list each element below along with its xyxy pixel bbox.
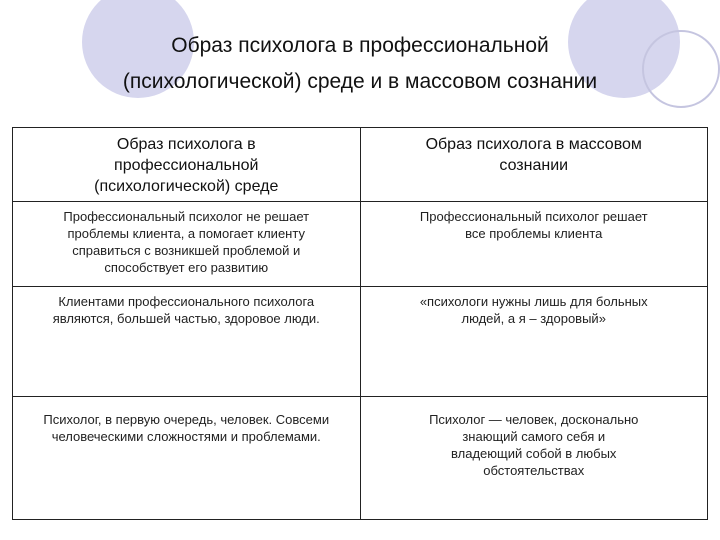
comparison-table xyxy=(12,127,708,520)
header-line: профессиональной xyxy=(114,157,259,174)
header-line: Образ психолога в массовом xyxy=(425,136,642,153)
cell-line: знающий самого себя и xyxy=(462,429,606,444)
header-line: Образ психолога в xyxy=(116,136,256,153)
table-cell-mass xyxy=(360,397,708,520)
header-mass-image xyxy=(360,128,708,202)
header-line: (психологической) среде xyxy=(94,178,279,195)
table-row xyxy=(13,287,708,397)
table-cell-professional xyxy=(13,202,361,287)
cell-line: Психолог, в первую очередь, человек. Совсеми xyxy=(43,412,330,427)
cell-line: владеющий собой в любых xyxy=(451,446,617,461)
cell-line: способствует его развитию xyxy=(104,260,269,275)
cell-line: человеческими сложностями и проблемами. xyxy=(51,429,321,444)
cell-line: все проблемы клиента xyxy=(465,226,603,241)
page-title xyxy=(30,28,690,100)
cell-line: людей, а я – здоровый» xyxy=(461,311,606,326)
cell-line: обстоятельствах xyxy=(483,463,585,478)
cell-line: проблемы клиента, а помогает клиенту xyxy=(67,226,305,241)
cell-line: справиться с возникшей проблемой и xyxy=(72,243,301,258)
table-cell-professional xyxy=(13,397,361,520)
cell-line: «психологи нужны лишь для больных xyxy=(419,294,648,309)
cell-line: Профессиональный психолог решает xyxy=(419,209,648,224)
cell-line: являются, большей частью, здоровое люди. xyxy=(52,311,320,326)
cell-line: Клиентами профессионального психолога xyxy=(58,294,315,309)
table-row xyxy=(13,202,708,287)
table-cell-professional xyxy=(13,287,361,397)
title-line-2: (психологической) среде и в массовом сознании xyxy=(122,70,598,93)
cell-line: Профессиональный психолог не решает xyxy=(63,209,310,224)
table-cell-mass xyxy=(360,287,708,397)
table-row xyxy=(13,397,708,520)
header-professional-image xyxy=(13,128,361,202)
header-line: сознании xyxy=(499,157,569,174)
title-line-1: Образ психолога в профессиональной xyxy=(171,34,549,57)
table-header-row xyxy=(13,128,708,202)
cell-line: Психолог — человек, досконально xyxy=(429,412,639,427)
table-cell-mass xyxy=(360,202,708,287)
